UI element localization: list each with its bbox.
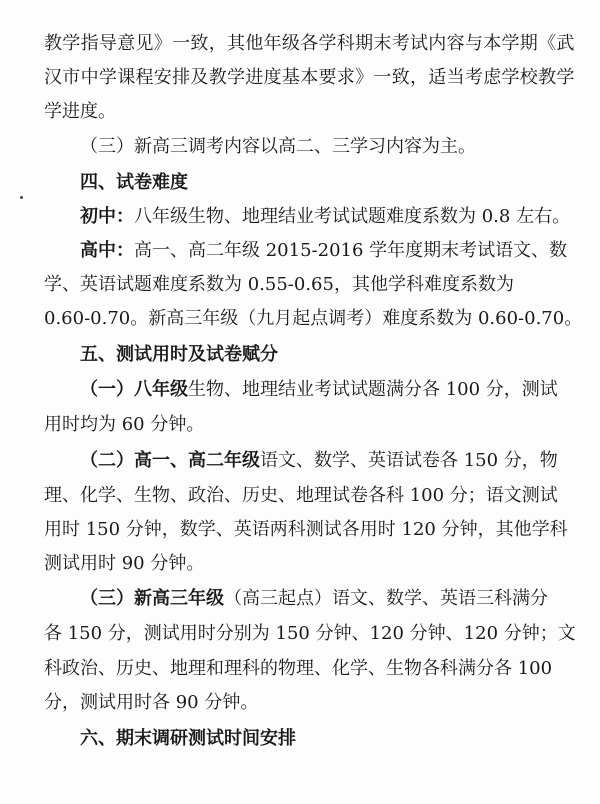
body-line	[0, 200, 600, 234]
label-grade10-11: （二）高一、高二年级	[80, 450, 260, 471]
body-line: 理、化学、生物、政治、历史、地理试卷各科 100 分；语文测试	[44, 485, 558, 506]
section-heading: 四、试卷难度	[80, 172, 188, 193]
body-text: 语文、数学、英语试卷各 150 分，物	[260, 450, 558, 471]
body-text: 高一、高二年级 2015-2016 学年度期末考试语文、数	[134, 240, 568, 261]
body-line: 测试用时 90 分钟。	[44, 553, 205, 574]
body-text: 八年级生物、地理结业考试试题难度系数为 0.8 左右。	[134, 206, 571, 227]
label-junior: 初中：	[80, 206, 134, 227]
body-line: （三）新高三调考内容以高二、三学习内容为主。	[80, 136, 476, 157]
body-line: 学、英语试题难度系数为 0.55-0.65，其他学科难度系数为	[44, 274, 514, 295]
label-senior: 高中：	[80, 240, 134, 261]
body-line: 用时均为 60 分钟。	[44, 414, 205, 435]
body-text: 生物、地理结业考试试题满分各 100 分，测试	[188, 379, 558, 400]
body-line	[0, 582, 600, 616]
body-line	[0, 373, 600, 407]
body-line: 学进度。	[44, 101, 116, 122]
body-line	[0, 444, 600, 478]
section-heading: 五、测试用时及试卷赋分	[80, 344, 278, 365]
body-line: 分，测试用时各 90 分钟。	[44, 692, 259, 713]
body-line	[0, 234, 600, 268]
body-line: 汉市中学课程安排及教学进度基本要求》一致，适当考虑学校教学	[44, 67, 575, 88]
label-grade8: （一）八年级	[80, 379, 188, 400]
section-heading: 六、期末调研测试时间安排	[80, 728, 296, 749]
body-line: 各 150 分，测试用时分别为 150 分钟、120 分钟、120 分钟；文	[44, 623, 576, 644]
body-line: 科政治、历史、地理和理科的物理、化学、生物各科满分各 100	[44, 658, 553, 679]
body-line: 教学指导意见》一致，其他年级各学科期末考试内容与本学期《武	[44, 33, 575, 54]
scan-mark	[20, 196, 23, 199]
body-text: （高三起点）语文、数学、英语三科满分	[224, 588, 548, 609]
body-line: 0.60-0.70。新高三年级（九月起点调考）难度系数为 0.60-0.70。	[44, 308, 583, 329]
label-new-grade12: （三）新高三年级	[80, 588, 224, 609]
body-line: 用时 150 分钟，数学、英语两科测试各用时 120 分钟，其他学科	[44, 519, 568, 540]
